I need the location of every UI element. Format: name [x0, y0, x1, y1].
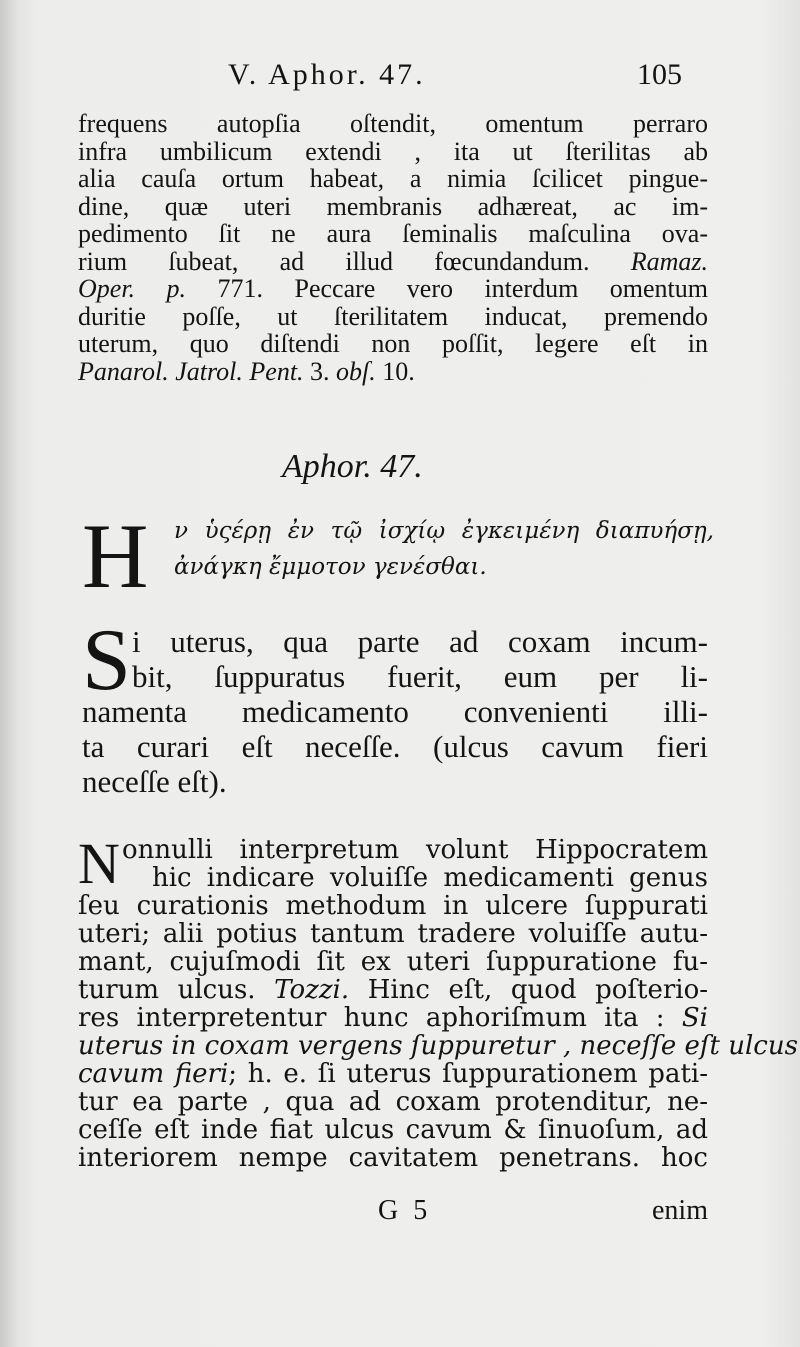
text-line: alia cauſa ortum habeat, a nimia ſcilicet pingue-: [78, 164, 708, 193]
text-line: interiorem nempe cavitatem penetrans. hoc: [78, 1143, 708, 1173]
paragraph-continued: [78, 110, 708, 385]
text-line: uterum, quo diſtendi non poſſit, legere eſt in: [78, 329, 708, 358]
text-line: [78, 976, 708, 1004]
text-line: i uterus, qua parte ad coxam incum-: [132, 624, 708, 659]
text-line: dine, quæ uteri membranis adhæreat, ac im-: [78, 191, 708, 221]
running-title: V. Aphor. 47.: [228, 58, 426, 91]
text-segment: 771. Peccare vero interdum omentum: [217, 274, 708, 303]
text-segment: rium ſubeat, ad illud fœcundandum.: [78, 246, 590, 276]
text-line: uterus in coxam vergens ſuppuretur , neceſſe eſt ulcus: [78, 1031, 798, 1061]
text-line: mant, cujuſmodi ſit ex uteri ſuppuratione fu-: [78, 947, 708, 977]
text-line: [78, 275, 708, 303]
greek-drop-cap: H: [82, 505, 149, 607]
text-line: [78, 1060, 708, 1088]
page-number: 105: [637, 58, 682, 91]
text-segment: Hinc eſt, quod poſterio-: [367, 975, 709, 1005]
text-line: uteri; alii potius tantum tradere voluiſſe autu-: [78, 919, 708, 949]
text-line: hic indicare voluiſſe medicamenti genus: [152, 863, 708, 893]
text-line: tur ea parte , qua ad coxam protenditur, ne-: [78, 1087, 708, 1117]
signature-mark: G 5: [378, 1195, 432, 1226]
greek-aphorism: [82, 505, 714, 607]
page-footer: [0, 1195, 800, 1235]
citation: Panarol. Jatrol. Pent.: [78, 356, 304, 386]
text-segment: res interpretentur hunc aphoriſmum ita :: [78, 1003, 665, 1033]
citation: obſ.: [336, 356, 376, 386]
text-line: [78, 358, 708, 386]
page-header: [0, 58, 800, 98]
text-segment: 10.: [382, 356, 415, 386]
text-line: bit, ſuppuratus fuerit, eum per li-: [132, 659, 708, 694]
catchword: enim: [652, 1195, 708, 1226]
text-line: ta curari eſt neceſſe. (ulcus cavum fieri: [82, 729, 708, 764]
italic-segment: cavum fieri: [78, 1059, 229, 1089]
text-segment: ; h. e. ſi uterus ſuppurationem pati-: [228, 1059, 708, 1089]
citation: Tozzi.: [274, 975, 350, 1005]
text-segment: turum ulcus.: [78, 975, 256, 1005]
text-line: onnulli interpretum volunt Hippocratem: [122, 835, 708, 865]
italic-segment: Si: [681, 1003, 708, 1033]
text-line: [78, 248, 708, 276]
commentary-drop-cap: N: [78, 831, 120, 896]
commentary: [78, 831, 798, 1173]
text-segment: 3.: [310, 356, 330, 386]
text-line: neceſſe eſt).: [82, 764, 227, 799]
text-line: duritie poſſe, ut ſterilitatem inducat, premendo: [78, 301, 708, 331]
citation: Oper. p.: [78, 274, 187, 303]
text-line: namenta medicamento convenienti illi-: [82, 694, 708, 729]
text-line: pedimento ſit ne aura ſeminalis maſculina ova-: [78, 219, 708, 248]
greek-line: ἀνάγκη ἔμμοτον γενέσθαι.: [174, 554, 487, 580]
text-line: ceſſe eſt inde fiat ulcus cavum & ſinuoſum, ad: [78, 1115, 708, 1145]
aphorism-heading: Aphor. 47.: [282, 448, 423, 485]
greek-line: ν ὑςέρῃ ἐν τῷ ἰσχίῳ ἐγκειμένη διαπυήσῃ,: [174, 518, 714, 544]
latin-aphorism: [82, 612, 708, 799]
text-line: ſeu curationis methodum in ulcere ſuppurati: [78, 891, 708, 921]
text-line: [78, 1004, 708, 1032]
latin-drop-cap: S: [82, 612, 131, 709]
text-line: frequens autopſia oſtendit, omentum perraro: [78, 109, 708, 138]
text-line: infra umbilicum extendi , ita ut ſterilitas ab: [78, 136, 708, 166]
citation: Ramaz.: [630, 246, 708, 276]
